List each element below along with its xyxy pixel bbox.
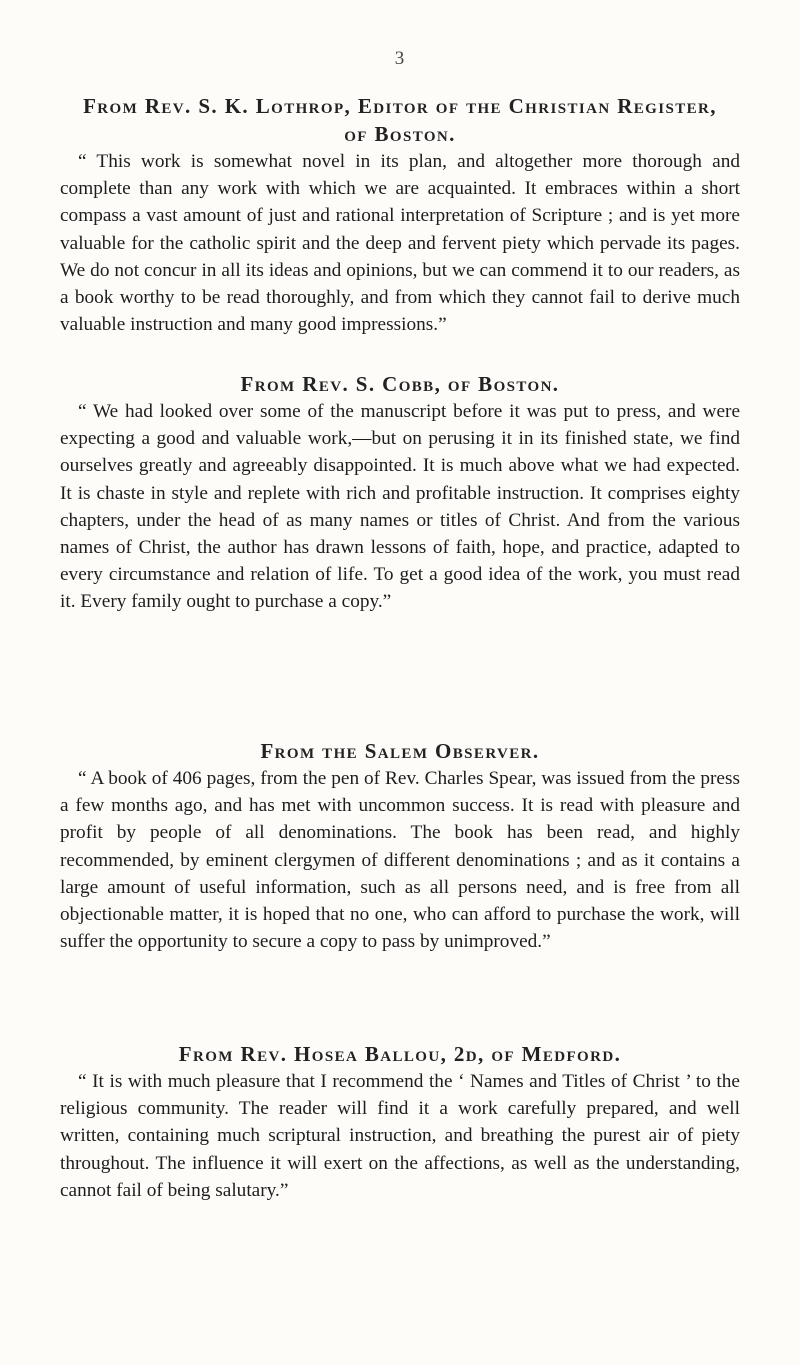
testimonial-ballou — [60, 1040, 740, 1204]
page-number: 3 — [394, 48, 406, 69]
testimonial-cobb — [60, 370, 740, 616]
testimonial-heading: From Rev. Hosea Ballou, 2d, of Medford. — [178, 1042, 622, 1066]
testimonial-text: “ We had looked over some of the manuscript before it was put to press, and were expecting a good and valuable work,—but on perusing it in its finished state, we find ourselves greatly and agreeably disappointed. It is much above what we had expected. It is chaste in style and replete with rich and profitable instruction. It comprises eighty chapters, under the head of as many names or titles of Christ. And from the various names of Christ, the author has drawn lessons of faith, hope, and practice, adapted to every circumstance and relation of life. To get a good idea of the work, you must read it. Every family ought to purchase a copy.” — [60, 401, 740, 613]
testimonial-heading: From Rev. S. K. Lothrop, Editor of the Christian Register, — [83, 94, 717, 118]
testimonial-text: “ This work is somewhat novel in its plan, and altogether more thorough and complete than any work with which we are acquainted. It embraces within a short compass a vast amount of just and rational interpretation of Scripture ; and is yet more valuable for the catholic spirit and the deep and fervent piety which pervade its pages. We do not concur in all its ideas and opinions, but we can commend it to our readers, as a book worthy to be read thoroughly, and from which they cannot fail to derive much valuable instruction and many good impressions.” — [60, 151, 740, 336]
testimonial-text: “ A book of 406 pages, from the pen of Rev. Charles Spear, was issued from the press a few months ago, and has met with uncommon success. It is read with pleasure and profit by people of all denominations. The book has been read, and highly recommended, by eminent clergymen of different denominations ; and as it contains a large amount of useful information, such as all persons need, and is free from all objectionable matter, it is hoped that no one, who can afford to purchase the work, will suffer the opportunity to secure a copy to pass by unimproved.” — [60, 768, 740, 953]
testimonial-salem-observer — [60, 737, 740, 955]
testimonial-subheading: of Boston. — [344, 122, 456, 146]
testimonial-text: “ It is with much pleasure that I recommend the ‘ Names and Titles of Christ ’ to the religious community. The reader will find it a work carefully prepared, and well written, containing much scriptural instruction, and breathing the purest air of piety throughout. The influence it will exert on the affections, as well as the understanding, cannot fail of being salutary.” — [60, 1071, 740, 1201]
testimonial-heading: From Rev. S. Cobb, of Boston. — [240, 372, 560, 396]
testimonial-lothrop — [60, 92, 740, 338]
testimonial-heading: From the Salem Observer. — [260, 739, 540, 763]
